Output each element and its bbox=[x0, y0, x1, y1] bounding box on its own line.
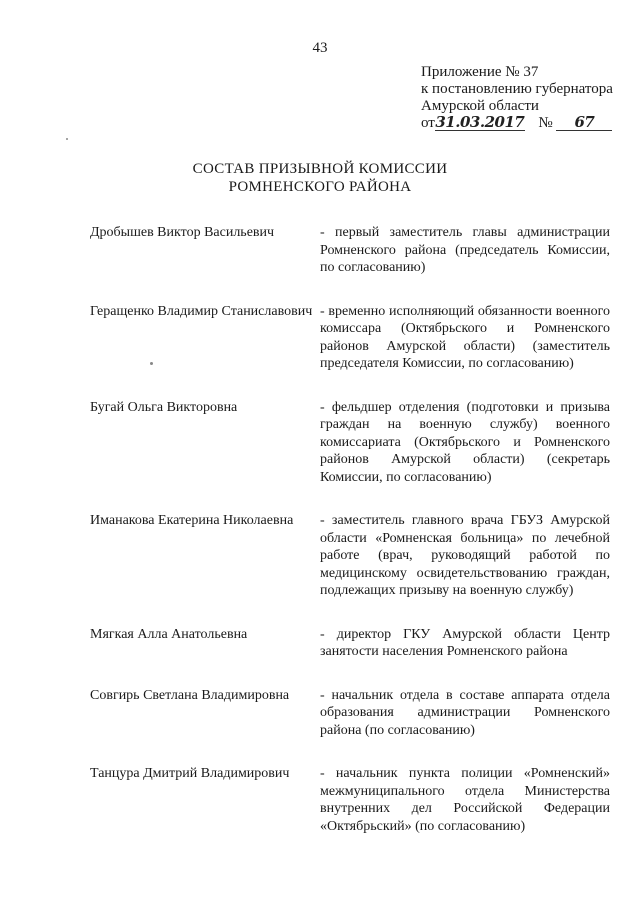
member-name: Бугай Ольга Викторовна bbox=[90, 399, 238, 415]
member-row bbox=[90, 399, 610, 487]
member-row bbox=[90, 224, 610, 277]
handwritten-date-value: 31.03.2017 bbox=[435, 113, 525, 131]
member-role: - директор ГКУ Амурской области Центр занятости населения Ромненского района bbox=[320, 626, 610, 659]
scan-speck bbox=[150, 362, 153, 365]
page-number: 43 bbox=[312, 40, 328, 56]
member-row bbox=[90, 765, 610, 835]
member-role: - заместитель главного врача ГБУЗ Амурской области «Ромненская больница» по лечебной работе (врач, руководящий работой по медицинскому освидетельствованию граждан, подлежащих призыву на военную службу) bbox=[320, 513, 610, 598]
number-prefix: № bbox=[538, 115, 553, 131]
member-row bbox=[90, 303, 610, 373]
member-role: - начальник отдела в составе аппарата отдела образования администрации Ромненского района (по согласованию) bbox=[320, 687, 610, 738]
member-row bbox=[90, 626, 610, 661]
member-name: Танцура Дмитрий Владимирович bbox=[90, 766, 290, 781]
member-role: - начальник пункта полиции «Ромненский» межмуниципального отдела Министерства внутренних дел Российской Федерации «Октябрьский» (по согласованию) bbox=[320, 766, 610, 834]
handwritten-date bbox=[435, 115, 525, 131]
member-name: Совгирь Светлана Владимировна bbox=[90, 687, 290, 703]
document-title bbox=[0, 160, 640, 196]
commission-members-list bbox=[90, 224, 610, 835]
member-role: - фельдшер отделения (подготовки и призыва граждан на военную службу) военного комиссариата (Октябрьского и Ромненского районов Амурской области) (секретарь Комиссии, по согласованию) bbox=[320, 399, 610, 485]
member-name: Геращенко Владимир Станиславович bbox=[90, 303, 313, 319]
title-line-1: СОСТАВ ПРИЗЫВНОЙ КОМИССИИ bbox=[192, 161, 448, 177]
scan-speck bbox=[66, 138, 68, 140]
date-prefix: от bbox=[421, 115, 435, 131]
member-role: - первый заместитель главы администрации Ромненского района (председатель Комиссии, по согласованию) bbox=[320, 225, 610, 275]
member-row bbox=[90, 687, 610, 740]
title-line-2: РОМНЕНСКОГО РАЙОНА bbox=[228, 179, 412, 195]
appendix-date-line bbox=[421, 115, 621, 132]
appendix-line-2: к постановлению губернатора bbox=[421, 81, 613, 97]
handwritten-number-value: 67 bbox=[574, 113, 595, 131]
member-role: - временно исполняющий обязанности военного комиссара (Октябрьского и Ромненского районов Амурской области) (заместитель председателя Комиссии, по согласованию) bbox=[320, 303, 610, 371]
member-row bbox=[90, 512, 610, 600]
member-name: Дробышев Виктор Васильевич bbox=[90, 225, 275, 240]
handwritten-number bbox=[556, 115, 612, 131]
appendix-line-3: Амурской области bbox=[421, 98, 539, 114]
member-name: Мягкая Алла Анатольевна bbox=[90, 626, 248, 642]
appendix-line-1: Приложение № 37 bbox=[421, 64, 539, 80]
appendix-header bbox=[421, 64, 621, 132]
member-name: Иманакова Екатерина Николаевна bbox=[90, 513, 294, 528]
